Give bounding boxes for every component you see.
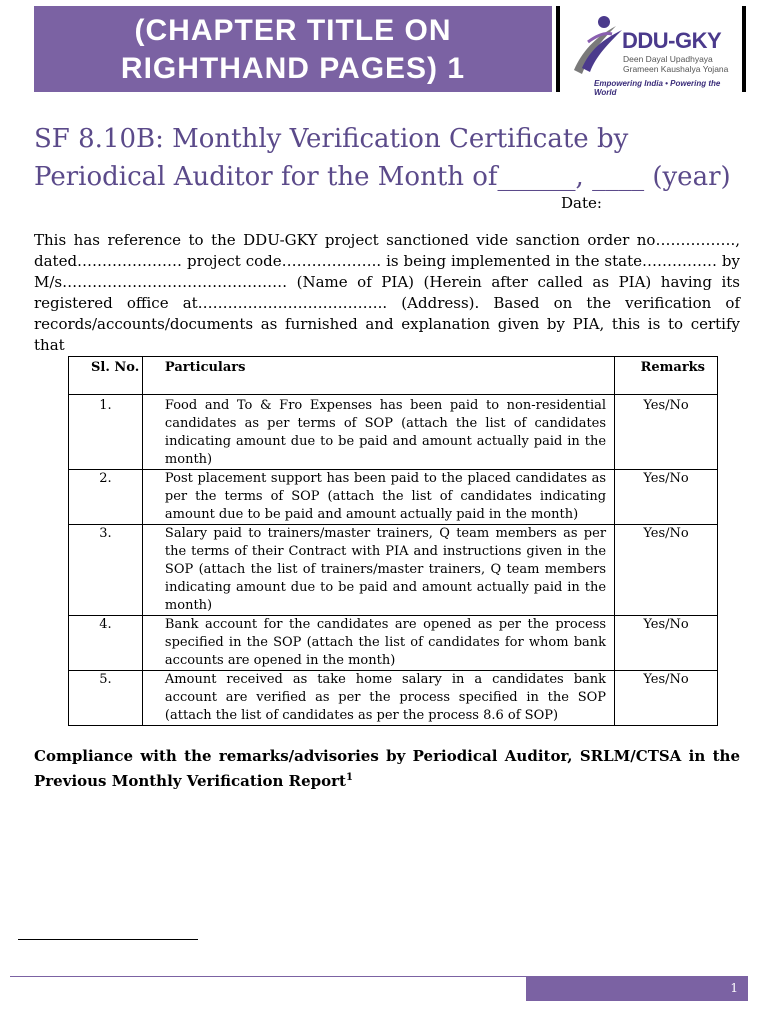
row-particulars: Amount received as take home salary in a candidates bank account are verified as per the process specified in the SOP (attach the list of candidates as per the process 8.6 of SOP) [142, 671, 614, 726]
header-particulars: Particulars [142, 357, 614, 395]
row-remarks: Yes/No [615, 470, 718, 525]
chapter-title-line2: RIGHTHAND PAGES) 1 [120, 52, 466, 85]
table-row [69, 671, 718, 726]
ddu-gky-logo [556, 6, 746, 97]
logo-subtitle [623, 54, 728, 74]
table-row [69, 525, 718, 616]
verification-table [68, 356, 718, 726]
logo-tagline: Empowering India • Powering the World [594, 79, 721, 97]
row-remarks: Yes/No [615, 671, 718, 726]
chapter-title-banner [34, 6, 552, 92]
table-row [69, 395, 718, 470]
document-title: SF 8.10B: Monthly Verification Certificate by Periodical Auditor for the Month of______, ____ (year) [34, 124, 731, 192]
row-remarks: Yes/No [615, 525, 718, 616]
chapter-title-line1: (CHAPTER TITLE ON [134, 14, 452, 47]
table-row [69, 470, 718, 525]
row-sl-no: 2. [69, 470, 143, 525]
row-particulars: Post placement support has been paid to the placed candidates as per the terms of SOP (attach the list of candidates indicating amount due to be paid and amount actually paid in the month) [142, 470, 614, 525]
compliance-text: Compliance with the remarks/advisories by Periodical Auditor, SRLM/CTSA in the Previous Monthly Verification Report [34, 747, 740, 790]
row-remarks: Yes/No [615, 395, 718, 470]
row-particulars: Bank account for the candidates are opened as per the process specified in the SOP (attach the list of candidates for whom bank accounts are opened in the month) [142, 616, 614, 671]
figure-swoosh-icon [568, 12, 628, 78]
page-number-band [526, 977, 748, 1001]
logo-subtitle-line1: Deen Dayal Upadhyaya [623, 54, 713, 64]
row-sl-no: 4. [69, 616, 143, 671]
row-remarks: Yes/No [615, 616, 718, 671]
logo-subtitle-line2: Grameen Kaushalya Yojana [623, 64, 729, 74]
table-header-row [69, 357, 718, 395]
page-number: 1 [730, 981, 738, 995]
header-remarks: Remarks [615, 357, 718, 395]
footnote-reference[interactable]: 1 [345, 772, 353, 783]
row-sl-no: 3. [69, 525, 143, 616]
row-particulars: Food and To & Fro Expenses has been paid to non-residential candidates as per terms of SOP (attach the list of candidates indicating amount due to be paid and amount actually paid in the month) [142, 395, 614, 470]
table-row [69, 616, 718, 671]
date-label: Date: [561, 194, 602, 212]
logo-title: DDU-GKY [622, 28, 722, 53]
header-sl-no: Sl. No. [69, 357, 143, 395]
row-particulars: Salary paid to trainers/master trainers, Q team members as per the terms of their Contract with PIA and instructions given in the SOP (attach the list of trainers/master trainers, Q team members indicating amount due to be paid and amount actually paid in the month) [142, 525, 614, 616]
row-sl-no: 5. [69, 671, 143, 726]
compliance-heading [34, 746, 740, 792]
row-sl-no: 1. [69, 395, 143, 470]
footnote-separator [18, 939, 198, 940]
reference-paragraph: This has reference to the DDU-GKY project sanctioned vide sanction order no……………., dated………………… project code……………….. is being implemented in the state…………… by M/s……………………………………… (Name of PIA) (Herein after called as PIA) having its registered office at……………………………….. (Address). Based on the verification of records/accounts/documents as furnished and explanation given by PIA, this is to certify that [34, 231, 740, 354]
